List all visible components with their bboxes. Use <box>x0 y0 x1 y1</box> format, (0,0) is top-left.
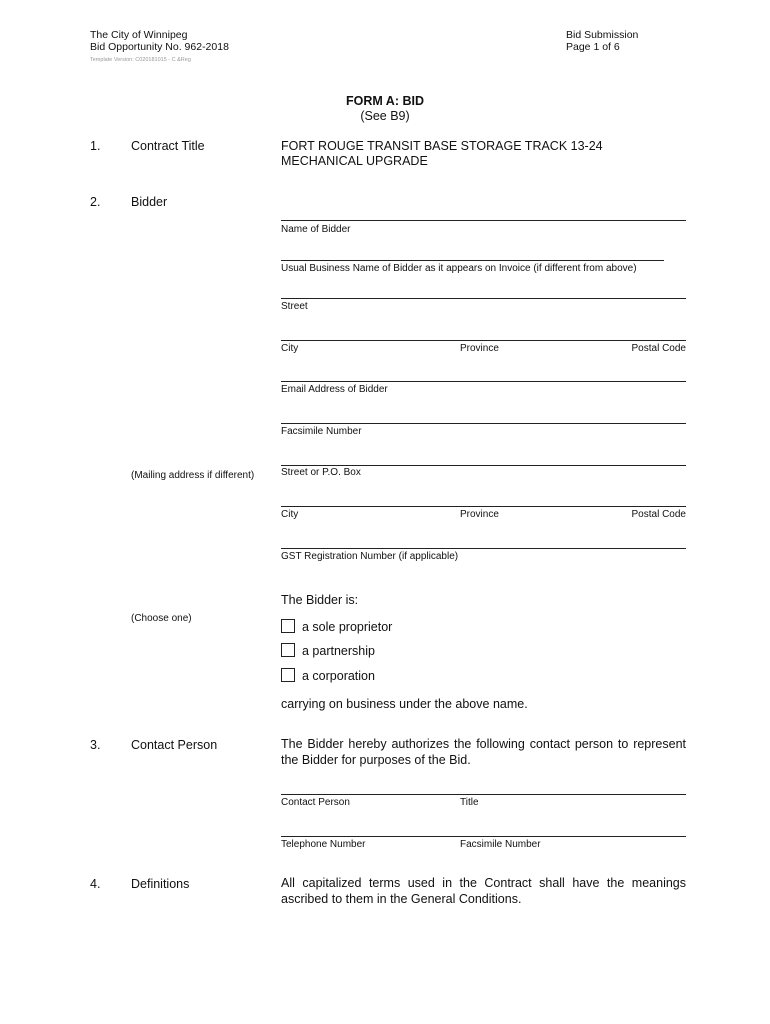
email-field[interactable] <box>281 381 686 382</box>
section-3-number: 3. <box>90 738 101 752</box>
telephone-number-caption: Telephone Number <box>281 839 366 850</box>
definitions-paragraph-line1: All capitalized terms used in the Contract shall have the meanings <box>281 876 686 890</box>
mailing-address-note: (Mailing address if different) <box>131 470 255 481</box>
contact-paragraph-line2: the Bidder for purposes of the Bid. <box>281 752 471 767</box>
bidder-is-intro: The Bidder is: <box>281 593 359 607</box>
postal-code-caption: Postal Code <box>631 343 686 354</box>
city-caption: City <box>281 343 299 354</box>
template-version-note: Template Version: C020181015 - C &Reg <box>90 57 191 63</box>
corporation-label: a corporation <box>302 669 375 683</box>
header-city: The City of Winnipeg <box>90 29 188 41</box>
section-3-label: Contact Person <box>131 738 218 752</box>
usual-business-name-caption: Usual Business Name of Bidder as it appears on Invoice (if different from above) <box>281 263 637 274</box>
province-caption: Province <box>460 343 499 354</box>
contact-title-caption: Title <box>460 797 479 808</box>
facsimile-field[interactable] <box>281 423 686 424</box>
header-bid-opportunity: Bid Opportunity No. 962-2018 <box>90 41 229 53</box>
section-4-number: 4. <box>90 877 101 891</box>
usual-business-name-field[interactable] <box>281 260 664 261</box>
carrying-on-business-text: carrying on business under the above name. <box>281 697 528 711</box>
choose-one-note: (Choose one) <box>131 613 192 624</box>
mailing-postal-code-caption: Postal Code <box>631 509 686 520</box>
section-1-label: Contract Title <box>131 139 205 153</box>
contact-facsimile-caption: Facsimile Number <box>460 839 541 850</box>
gst-registration-caption: GST Registration Number (if applicable) <box>281 551 459 562</box>
contract-title-line1: FORT ROUGE TRANSIT BASE STORAGE TRACK 13-24 <box>281 139 603 153</box>
mailing-city-province-postal-field[interactable] <box>281 506 686 507</box>
header-bid-submission: Bid Submission <box>566 29 639 41</box>
section-2-number: 2. <box>90 195 101 209</box>
sole-proprietor-label: a sole proprietor <box>302 620 393 634</box>
header-page-number: Page 1 of 6 <box>566 41 620 53</box>
facsimile-caption: Facsimile Number <box>281 426 362 437</box>
street-caption: Street <box>281 301 308 312</box>
definitions-paragraph <box>281 876 686 907</box>
form-title: FORM A: BID <box>346 94 424 108</box>
city-province-postal-field[interactable] <box>281 340 686 341</box>
name-of-bidder-caption: Name of Bidder <box>281 224 351 235</box>
contact-phone-fax-field[interactable] <box>281 836 686 837</box>
mailing-province-caption: Province <box>460 509 499 520</box>
section-4-label: Definitions <box>131 877 190 891</box>
gst-registration-field[interactable] <box>281 548 686 549</box>
street-field[interactable] <box>281 298 686 299</box>
name-of-bidder-field[interactable] <box>281 220 686 221</box>
contract-title-line2: MECHANICAL UPGRADE <box>281 154 428 168</box>
corporation-checkbox[interactable] <box>281 668 295 682</box>
mailing-city-caption: City <box>281 509 299 520</box>
definitions-paragraph-line2: ascribed to them in the General Conditions. <box>281 891 522 906</box>
partnership-checkbox[interactable] <box>281 643 295 657</box>
contact-paragraph-line1: The Bidder hereby authorizes the following contact person to represent <box>281 737 686 751</box>
email-caption: Email Address of Bidder <box>281 384 388 395</box>
section-2-label: Bidder <box>131 195 168 209</box>
contact-person-title-field[interactable] <box>281 794 686 795</box>
contact-person-caption: Contact Person <box>281 797 350 808</box>
contact-person-paragraph <box>281 737 686 768</box>
po-box-field[interactable] <box>281 465 686 466</box>
form-subtitle: (See B9) <box>360 109 410 123</box>
section-1-number: 1. <box>90 139 101 153</box>
partnership-label: a partnership <box>302 644 375 658</box>
po-box-caption: Street or P.O. Box <box>281 467 361 478</box>
sole-proprietor-checkbox[interactable] <box>281 619 295 633</box>
